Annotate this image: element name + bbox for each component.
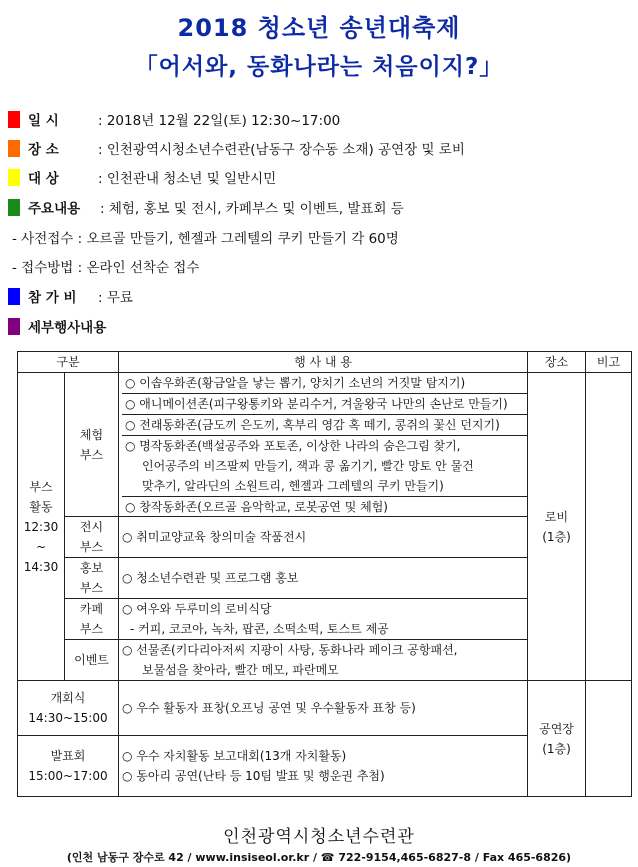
target-value: : 인천관내 청소년 및 일반시민 bbox=[98, 171, 277, 187]
list-item: ○ 선물존(키다리아저씨 지팡이 사탕, 동화나라 페이크 공항패션, bbox=[122, 643, 458, 657]
list-item: ○ 동아리 공연(난타 등 10팀 발표 및 행운권 추첨) bbox=[122, 769, 385, 783]
booth-place-cell bbox=[528, 373, 586, 681]
experience-items-cell bbox=[119, 373, 528, 517]
label-line: 부스 bbox=[79, 540, 104, 554]
fee-value: : 무료 bbox=[98, 290, 133, 306]
stage-note-cell bbox=[586, 681, 632, 797]
orange-square-icon bbox=[8, 140, 20, 157]
promo-booth-label bbox=[65, 558, 119, 599]
content-value: : 체험, 홍보 및 전시, 카페부스 및 이벤트, 발표회 등 bbox=[100, 201, 404, 217]
list-item: ○ 우수 자치활동 보고대회(13개 자치활동) bbox=[122, 749, 347, 763]
experience-booth-label bbox=[65, 373, 119, 517]
content-label: 주요내용 bbox=[28, 201, 81, 217]
header-note: 비고 bbox=[586, 352, 632, 373]
green-square-icon bbox=[8, 199, 20, 216]
booth-group-cell bbox=[18, 373, 65, 681]
list-item: ○ 전래동화존(금도끼 은도끼, 혹부리 영감 혹 떼기, 콩쥐의 꽃신 던지기) bbox=[122, 415, 527, 436]
info-detail bbox=[8, 317, 106, 339]
info-content bbox=[8, 198, 404, 220]
yellow-square-icon bbox=[8, 169, 20, 186]
list-item: 인어공주의 비즈팔찌 만들기, 잭과 콩 옮기기, 빨간 망토 안 물건 bbox=[142, 459, 474, 473]
label-line: 15:00~17:00 bbox=[28, 769, 108, 783]
event-items-cell bbox=[119, 640, 528, 681]
label-line: 카페 bbox=[79, 602, 104, 616]
red-square-icon bbox=[8, 111, 20, 128]
info-date bbox=[8, 110, 340, 132]
page-subtitle: 「어서와, 동화나라는 처음이지?」 bbox=[134, 54, 504, 80]
list-item: 맞추기, 알라딘의 소원트리, 헨젤과 그레텔의 쿠키 만들기) bbox=[122, 476, 527, 497]
cafe-items-cell bbox=[119, 599, 528, 640]
header-category: 구분 bbox=[18, 352, 119, 373]
exhibit-booth-label bbox=[65, 517, 119, 558]
presentation-items-cell bbox=[119, 736, 528, 797]
date-label: 일 시 bbox=[28, 113, 59, 129]
booth-group-line: 12:30 bbox=[23, 519, 59, 534]
label-line: 부스 bbox=[79, 581, 104, 595]
info-target bbox=[8, 168, 276, 190]
list-item: ○ 창작동화존(오르골 음악학교, 로봇공연 및 체험) bbox=[125, 500, 388, 514]
list-item: ○ 여우와 두루미의 로비식당 bbox=[122, 602, 272, 616]
list-item: ○ 명작동화존(백설공주와 포토존, 이상한 나라의 숨은그림 찾기, bbox=[125, 439, 461, 453]
page-title: 2018 청소년 송년대축제 bbox=[177, 14, 461, 42]
promo-item: ○ 청소년수련관 및 프로그램 홍보 bbox=[119, 558, 528, 599]
opening-label bbox=[18, 681, 119, 736]
target-label: 대 상 bbox=[28, 171, 59, 187]
place-value: : 인천광역시청소년수련관(남동구 장수동 소재) 공연장 및 로비 bbox=[98, 142, 465, 158]
list-item: ○ 이솝우화존(황금알을 낳는 뽑기, 양치기 소년의 거짓말 탐지기) bbox=[122, 373, 527, 394]
label-line: 개회식 bbox=[50, 691, 86, 705]
label-line: 14:30~15:00 bbox=[28, 711, 108, 725]
label-line: 홍보 bbox=[79, 561, 104, 575]
table-row bbox=[18, 681, 632, 736]
place-line: 로비 bbox=[544, 509, 569, 524]
purple-square-icon bbox=[8, 318, 20, 335]
info-place bbox=[8, 139, 465, 161]
booth-group-line: 부스 bbox=[29, 479, 53, 494]
label-line: 부스 bbox=[79, 622, 104, 636]
list-item: ○ 애니메이션존(피구왕통키와 분리수거, 겨울왕국 나만의 손난로 만들기) bbox=[122, 394, 527, 415]
blue-square-icon bbox=[8, 288, 20, 305]
booth-group-line: 활동 bbox=[29, 499, 53, 514]
table-row bbox=[18, 373, 632, 517]
contact-info: (인천 남동구 장수로 42 / www.insiseol.or.kr / ☎ 722-9154,465-6827-8 / Fax 465-6826) bbox=[66, 851, 572, 864]
fee-label: 참 가 비 bbox=[28, 290, 77, 306]
pre-registration: - 사전접수 : 오르골 만들기, 헨젤과 그레텔의 쿠키 만들기 각 60명 bbox=[12, 231, 399, 247]
cafe-booth-label bbox=[65, 599, 119, 640]
exhibit-item: ○ 취미교양교육 창의미술 작품전시 bbox=[119, 517, 528, 558]
place-label: 장 소 bbox=[28, 142, 59, 158]
info-fee bbox=[8, 287, 133, 309]
list-item: 보물섬을 찾아라, 빨간 메모, 파란메모 bbox=[142, 663, 339, 677]
place-line: (1층) bbox=[542, 529, 571, 544]
list-item: - 커피, 코코아, 녹차, 팝콘, 소떡소떡, 토스트 제공 bbox=[130, 622, 389, 636]
stage-place-cell bbox=[528, 681, 586, 797]
label-line: 발표회 bbox=[50, 749, 86, 763]
header-place: 장소 bbox=[528, 352, 586, 373]
label-line: 체험 bbox=[79, 427, 104, 442]
event-label: 이벤트 bbox=[65, 640, 119, 681]
place-line: (1층) bbox=[542, 741, 571, 756]
label-line: 전시 bbox=[79, 520, 104, 534]
date-value: : 2018년 12월 22일(토) 12:30~17:00 bbox=[98, 113, 341, 129]
table-header-row bbox=[18, 352, 632, 373]
detail-label: 세부행사내용 bbox=[28, 320, 107, 336]
registration-method: - 접수방법 : 온라인 선착순 접수 bbox=[12, 260, 200, 276]
booth-note-cell bbox=[586, 373, 632, 681]
label-line: 부스 bbox=[79, 447, 104, 462]
presentation-label bbox=[18, 736, 119, 797]
organization-name: 인천광역시청소년수련관 bbox=[223, 827, 415, 847]
schedule-table bbox=[17, 351, 632, 797]
header-events: 행 사 내 용 bbox=[119, 352, 528, 373]
place-line: 공연장 bbox=[539, 721, 574, 736]
opening-item: ○ 우수 활동자 표창(오프닝 공연 및 우수활동자 표창 등) bbox=[119, 681, 528, 736]
booth-group-line: ~ bbox=[35, 539, 47, 554]
booth-group-line: 14:30 bbox=[23, 559, 59, 574]
